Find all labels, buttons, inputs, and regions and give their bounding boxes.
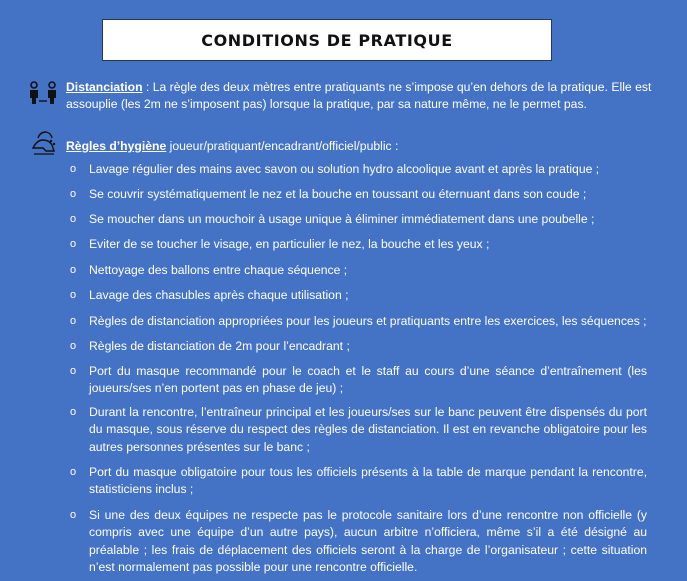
list-item: Règles de distanciation appropriées pour les joueurs et pratiquants entre les exercices, les séquences ; (89, 314, 647, 328)
list-item: Eviter de se toucher le visage, en particulier le nez, la bouche et les yeux ; (89, 237, 490, 251)
people-distancing-icon (28, 80, 58, 106)
distanciation-paragraph (66, 79, 669, 113)
list-item: Lavage régulier des mains avec savon ou solution hydro alcoolique avant et après la pratique ; (89, 162, 600, 176)
bullet-marker: o (69, 213, 77, 225)
bullet-marker: o (69, 365, 77, 377)
list-item: Règles de distanciation de 2m pour l’encadrant ; (89, 339, 350, 353)
list-item: Nettoyage des ballons entre chaque séquence ; (89, 263, 348, 277)
list-item: Durant la rencontre, l’entraîneur principal et les joueurs/ses sur le banc peuvent être dispensés du port du masque, sous réserve du respect des règles de distanciation. Il est en revanche obligatoire pour les autres personnes présentes sur le banc ; (89, 405, 647, 454)
bullet-marker: o (69, 406, 77, 418)
title-box (102, 19, 552, 61)
list-item: Port du masque obligatoire pour tous les officiels présents à la table de marque pendant la rencontre, statisticiens inclus ; (89, 465, 647, 497)
hygiene-heading: Règles d’hygiène (66, 139, 167, 153)
distanciation-heading: Distanciation (66, 80, 143, 94)
bullet-marker: o (69, 315, 77, 327)
hygiene-intro (66, 138, 669, 155)
hygiene-text: joueur/pratiquant/encadrant/officiel/public : (166, 139, 399, 153)
bullet-marker: o (69, 340, 77, 352)
list-item: Lavage des chasubles après chaque utilisation ; (89, 288, 349, 302)
list-item: Port du masque recommandé pour le coach et le staff au cours d’une séance d’entraînement (les joueurs/ses n’en portent pas en phase de jeu) ; (89, 364, 647, 396)
bullet-marker: o (69, 509, 77, 521)
bullet-marker: o (69, 264, 77, 276)
list-item: Se moucher dans un mouchoir à usage unique à éliminer immédiatement dans une poubelle ; (89, 212, 595, 226)
handwashing-icon (30, 130, 58, 156)
bullet-marker: o (69, 238, 77, 250)
bullet-marker: o (69, 188, 77, 200)
bullet-marker: o (69, 466, 77, 478)
list-item: Si une des deux équipes ne respecte pas le protocole sanitaire lors d’une rencontre non officielle (y compris avec une équipe d’un autre pays), aucun arbitre n’officiera, même s’il a été désigné au préalable ; les frais de déplacement des officiels seront à la charge de l’organisateur ; cette situation n’est normalement pas possible pour une rencontre officielle. (89, 508, 647, 575)
distanciation-text: : La règle des deux mètres entre pratiquants ne s’impose qu’en dehors de la pratique. Elle est assouplie (les 2m ne s’imposent pas) lorsque la pratique, par sa nature même, ne le permet pas. (66, 80, 652, 111)
list-item: Se couvrir systématiquement le nez et la bouche en toussant ou éternuant dans son coude ; (89, 187, 587, 201)
bullet-marker: o (69, 289, 77, 301)
bullet-marker: o (69, 163, 77, 175)
page-title: CONDITIONS DE PRATIQUE (201, 30, 453, 50)
